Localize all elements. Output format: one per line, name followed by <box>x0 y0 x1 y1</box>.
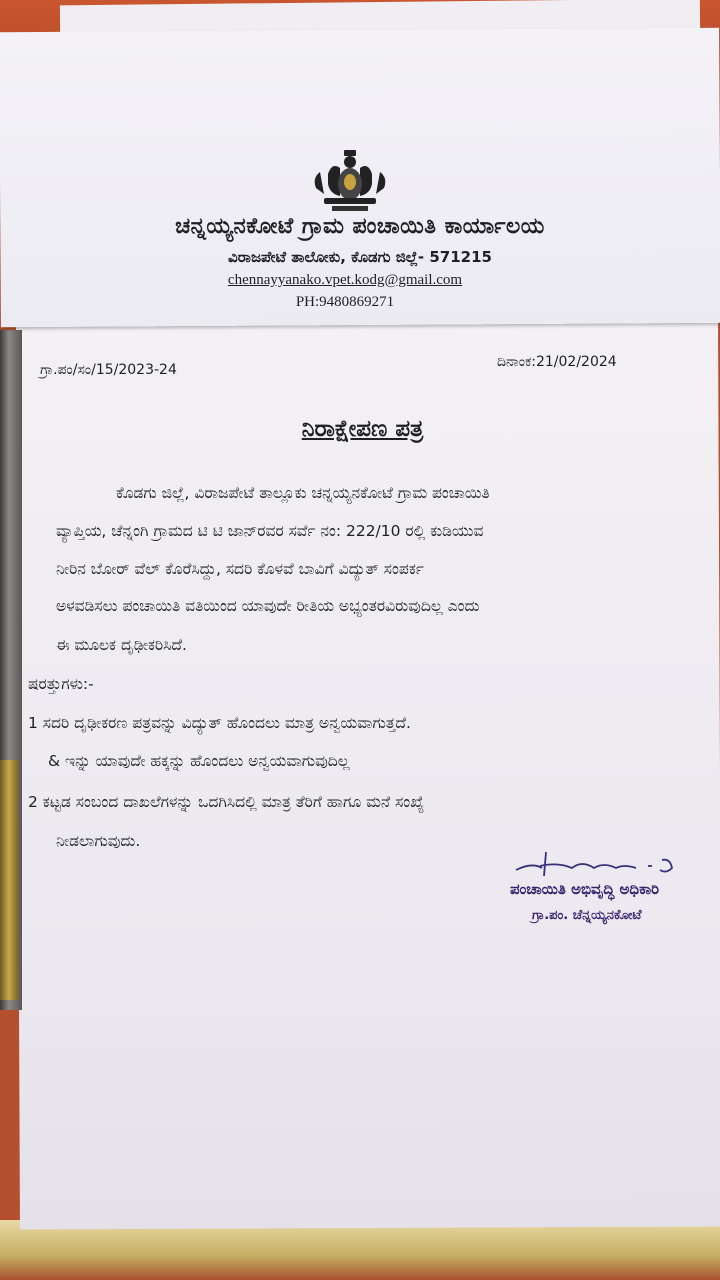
body-line: ಈ ಮೂಲಕ ದೃಢೀಕರಿಸಿದೆ. <box>56 636 187 654</box>
signatory-title: ಪಂಚಾಯಿತಿ ಅಭಿವೃದ್ಧಿ ಅಧಿಕಾರಿ <box>510 880 660 898</box>
body-line: ಅಳವಡಿಸಲು ಪಂಚಾಯಿತಿ ವತಿಯಿಂದ ಯಾವುದೇ ರೀತಿಯ ಅಭ್ಯಂತರವಿರುವುದಿಲ್ಲ ಎಂದು <box>56 597 480 615</box>
body-line: ವ್ಯಾಪ್ತಿಯ, ಚೆನ್ನಂಗಿ ಗ್ರಾಮದ ಟಿ ಟಿ ಜಾನ್‌ರವರ ಸರ್ವೆ ನಂ: 222/10 ರಲ್ಲಿ ಕುಡಿಯುವ <box>56 522 484 540</box>
document-title: ನಿರಾಕ್ಷೇಪಣ ಪತ್ರ <box>301 416 424 442</box>
state-emblem-icon <box>310 148 390 218</box>
letter-page <box>16 316 720 1229</box>
binder-clip-brass <box>0 760 18 1000</box>
letter-date: ದಿನಾಂಕ:21/02/2024 <box>497 354 617 370</box>
reference-number: ಗ್ರಾ.ಪಂ/ಸಂ/15/2023-24 <box>40 362 177 378</box>
body-line: ಕೊಡಗು ಜಿಲ್ಲೆ, ವಿರಾಜಪೇಟೆ ತಾಲ್ಲೂಕು ಚನ್ನಯ್ಯನಕೋಟೆ ಗ್ರಾಮ ಪಂಚಾಯಿತಿ <box>116 484 490 502</box>
body-line: ನೀರಿನ ಬೋರ್ ವೆಲ್ ಕೊರೆಸಿದ್ದು, ಸದರಿ ಕೊಳವೆ ಬಾವಿಗೆ ವಿದ್ಯುತ್ ಸಂಪರ್ಕ <box>56 560 424 578</box>
office-address: ವಿರಾಜಪೇಟೆ ತಾಲೋಕು, ಕೊಡಗು ಜಿಲ್ಲೆ- 571215 <box>228 248 492 266</box>
office-email: chennayyanako.vpet.kodg@gmail.com <box>227 272 463 288</box>
condition-line: & ಇನ್ನು ಯಾವುದೇ ಹಕ್ಕನ್ನು ಹೊಂದಲು ಅನ್ವಯವಾಗುವುದಿಲ್ಲ <box>48 752 350 770</box>
handwritten-signature <box>512 846 692 880</box>
office-name: ಚನ್ನಯ್ಯನಕೋಟೆ ಗ್ರಾಮ ಪಂಚಾಯಿತಿ ಕಾರ್ಯಾಲಯ <box>175 214 545 239</box>
condition-line: ನೀಡಲಾಗುವುದು. <box>56 832 141 850</box>
condition-line: 2 ಕಟ್ಟಡ ಸಂಬಂದ ದಾಖಲೆಗಳನ್ನು ಒದಗಿಸಿದಲ್ಲಿ ಮಾತ್ರ ತೆರಿಗೆ ಹಾಗೂ ಮನೆ ಸಂಖ್ಯೆ <box>28 793 425 811</box>
signatory-place: ಗ್ರಾ.ಪಂ. ಚೆನ್ನಯ್ಯನಕೋಟೆ <box>532 908 642 923</box>
conditions-heading: ಷರತ್ತುಗಳು:- <box>28 675 94 693</box>
condition-line: 1 ಸದರಿ ದೃಢೀಕರಣ ಪತ್ರವನ್ನು ವಿದ್ಯುತ್ ಹೊಂದಲು ಮಾತ್ರ ಅನ್ವಯವಾಗುತ್ತದೆ. <box>28 714 411 732</box>
office-phone: PH:9480869271 <box>295 294 395 310</box>
